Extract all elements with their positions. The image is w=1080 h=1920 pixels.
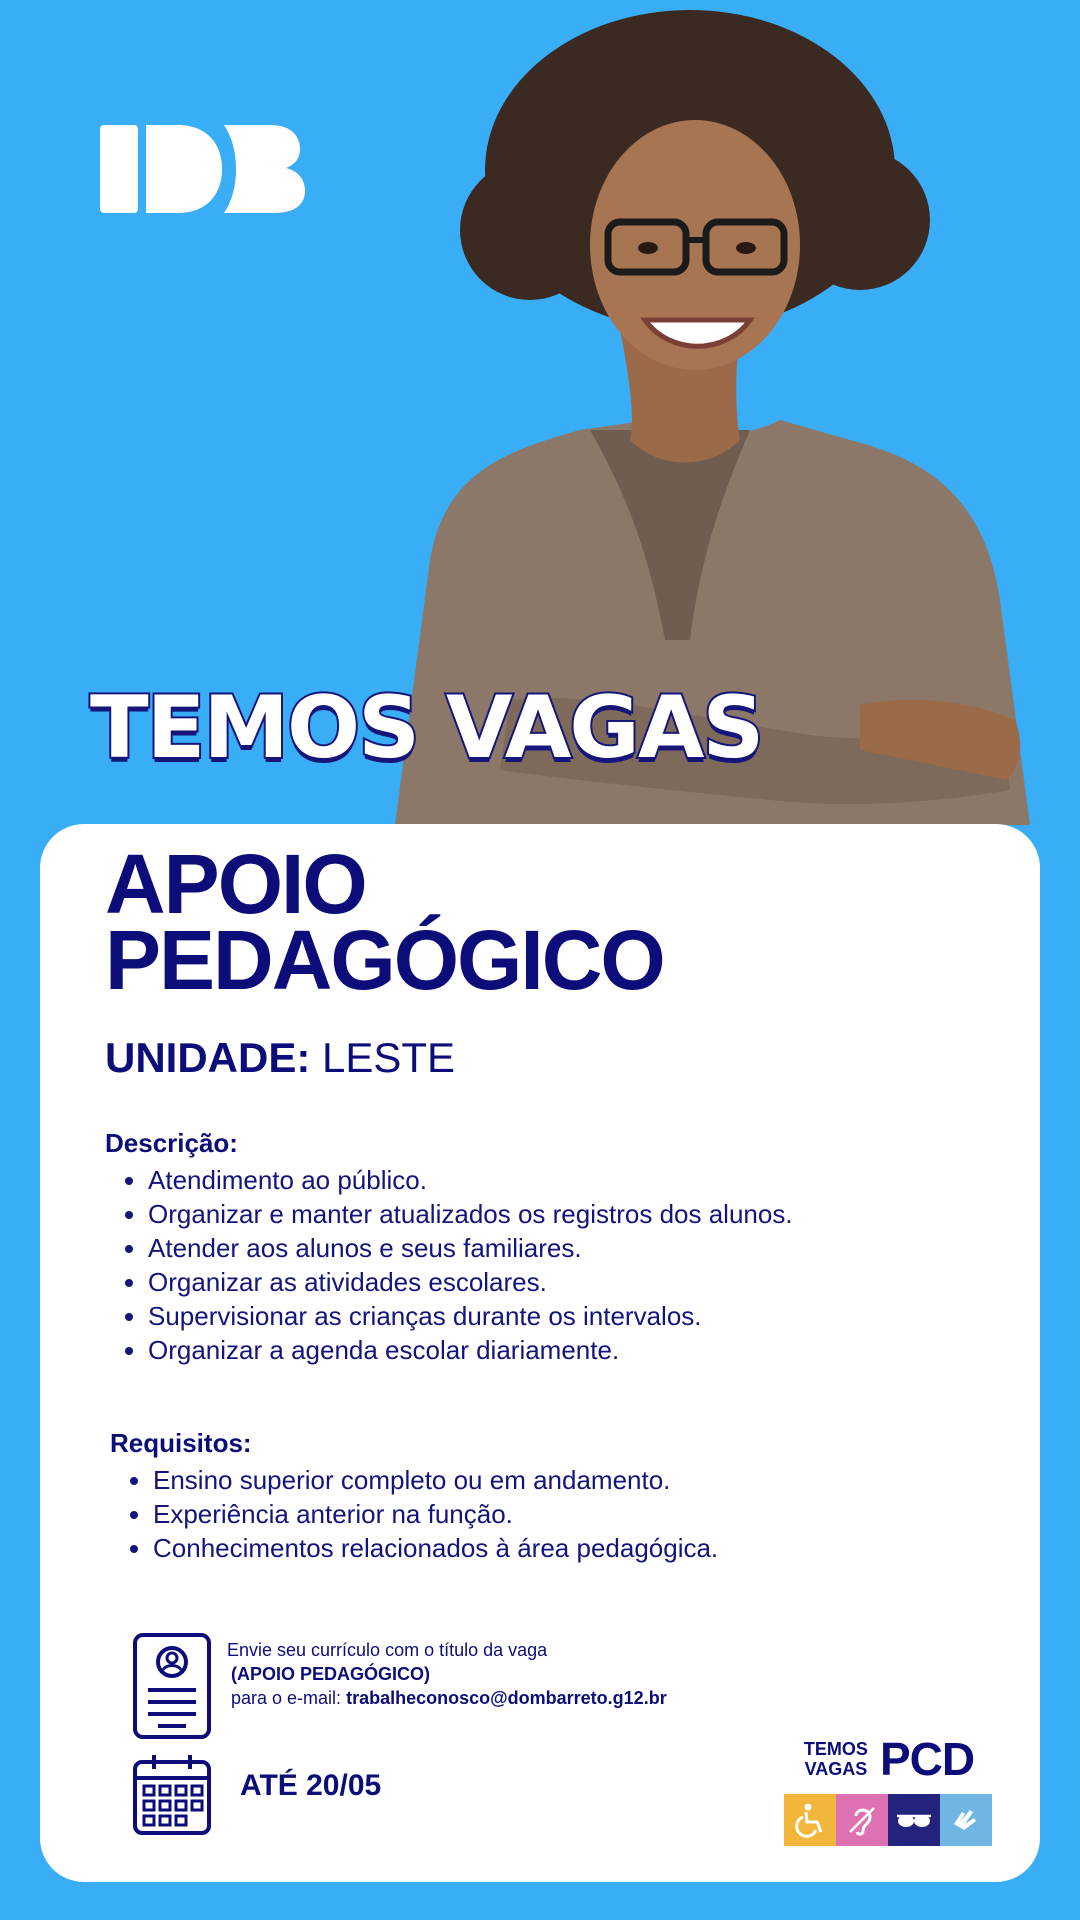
deadline: ATÉ 20/05 — [240, 1769, 382, 1802]
pcd-small-line2: VAGAS — [804, 1759, 868, 1779]
requirements-heading: Requisitos: — [110, 1428, 252, 1458]
unit — [105, 1034, 455, 1082]
list-item: • Ensino superior completo ou em andamento. — [153, 1463, 718, 1497]
list-item: • Organizar as atividades escolares. — [148, 1265, 793, 1299]
pcd-small-line1: TEMOS — [803, 1739, 868, 1759]
job-title-line1: APOIO — [105, 837, 366, 931]
pcd-big-text: PCD — [879, 1733, 975, 1785]
wheelchair-icon — [784, 1794, 836, 1846]
requirements-list — [110, 1463, 718, 1565]
contact-instructions — [227, 1638, 667, 1710]
pcd-title — [784, 1732, 994, 1786]
contact-email[interactable]: trabalheconosco@dombarreto.g12.br — [346, 1688, 667, 1708]
unit-label: UNIDADE: — [105, 1034, 311, 1081]
hearing-icon — [836, 1794, 888, 1846]
contact-email-prefix: para o e-mail: — [231, 1688, 342, 1708]
unit-value: LESTE — [322, 1034, 456, 1081]
list-item: • Supervisionar as crianças durante os intervalos. — [148, 1299, 793, 1333]
description-list — [105, 1163, 793, 1367]
list-item: • Organizar a agenda escolar diariamente. — [148, 1333, 793, 1367]
list-item: • Atender aos alunos e seus familiares. — [148, 1231, 793, 1265]
contact-line1: Envie seu currículo com o título da vaga — [227, 1640, 548, 1660]
idb-logo — [100, 125, 305, 213]
description-heading: Descrição: — [105, 1128, 238, 1158]
list-item: • Experiência anterior na função. — [153, 1497, 718, 1531]
list-item: • Organizar e manter atualizados os registros dos alunos. — [148, 1197, 793, 1231]
description-section — [105, 1128, 793, 1367]
job-title — [105, 837, 664, 1007]
contact-line3 — [227, 1686, 667, 1710]
resume-icon — [132, 1632, 212, 1740]
job-card — [40, 824, 1040, 1882]
contact-job-title: (APOIO PEDAGÓGICO) — [231, 1664, 431, 1684]
visual-impairment-icon — [888, 1794, 940, 1846]
headline-temos-vagas: TEMOS VAGAS — [90, 678, 763, 778]
pcd-small-text — [804, 1739, 868, 1779]
job-title-line2: PEDAGÓGICO — [105, 913, 664, 1007]
list-item: • Atendimento ao público. — [148, 1163, 793, 1197]
calendar-icon — [132, 1752, 212, 1836]
requirements-section — [110, 1428, 718, 1565]
pcd-icons — [784, 1794, 994, 1846]
sign-language-icon — [940, 1794, 992, 1846]
pcd-badge — [784, 1732, 994, 1846]
list-item: • Conhecimentos relacionados à área pedagógica. — [153, 1531, 718, 1565]
